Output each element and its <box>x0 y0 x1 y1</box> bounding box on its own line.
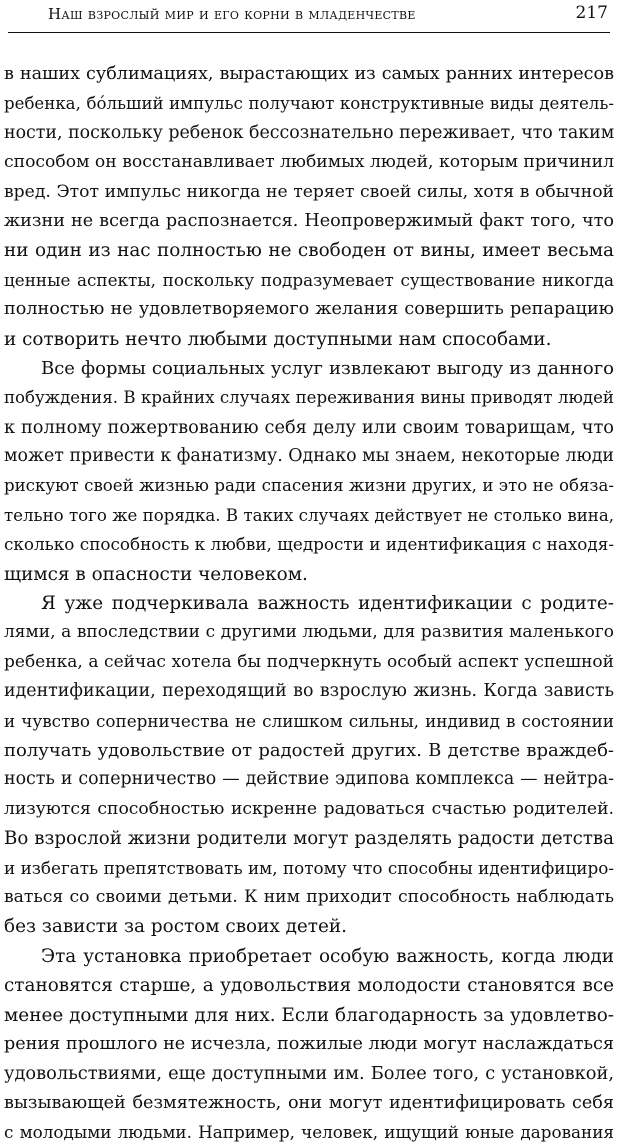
text-line: и чувство соперничества не слишком сильны, индивид в состоянии <box>4 710 614 731</box>
text-line: и сотворить нечто любыми доступными нам способами. <box>4 328 552 350</box>
text-line: без зависти за ростом своих детей. <box>4 916 347 938</box>
running-header <box>8 0 610 33</box>
text-line: в наших сублимациях, вырастающих из самых ранних интересов <box>4 64 614 84</box>
text-line: рискуют своей жизнью ради спасения жизни других, и это не обяза- <box>4 476 614 496</box>
text-line: вызывающей безмятежность, они могут идентифицировать себя <box>4 1092 614 1113</box>
text-line: к полному пожертвованию себя делу или своим товарищам, что <box>4 416 614 438</box>
text-line: ценные аспекты, поскольку подразумевает существование никогда <box>4 269 614 290</box>
text-line: ваться со своими детьми. К ним приходит способность наблюдать <box>4 886 614 907</box>
paragraph-1 <box>4 60 614 354</box>
paragraph-4 <box>4 942 614 1147</box>
text-line: Эта установка приобретает особую важность, когда люди <box>41 945 614 967</box>
text-line: полностью не удовлетворяемого желания совершить репарацию <box>4 299 614 320</box>
page-number: 217 <box>575 3 608 23</box>
text-line: ность и соперничество — действие эдипова комплекса — нейтра- <box>4 769 614 790</box>
text-line: побуждения. В крайних случаях переживания вины приводят людей <box>4 388 614 408</box>
text-line: Все формы социальных услуг извлекают выгоду из данного <box>41 357 614 379</box>
text-line: вред. Этот импульс никогда не теряет своей силы, хотя в обычной <box>4 181 614 202</box>
body-text <box>4 60 614 1147</box>
text-line: щимся в опасности человеком. <box>4 563 308 585</box>
text-line: ности, поскольку ребенок бессознательно переживает, что таким <box>4 122 615 143</box>
text-line: идентификации, переходящий во взрослую жизнь. Когда зависть <box>4 681 614 702</box>
text-line: получать удовольствие от радостей других. В детстве враждеб- <box>4 739 614 761</box>
paragraph-2 <box>4 354 614 589</box>
text-line: лями, а впоследствии с другими людьми, для развития маленького <box>4 622 614 643</box>
text-line: тельно того же порядка. В таких случаях действует не столько вина, <box>4 505 614 525</box>
header-title: Наш взрослый мир и его корни в младенчестве <box>48 5 416 23</box>
text-line: менее доступными для них. Если благодарность за удовлетво- <box>4 1004 614 1026</box>
text-line: становятся старше, а удовольствия молодости становятся все <box>4 975 614 997</box>
text-line: ребенка, а сейчас хотела бы подчеркнуть особый аспект успешной <box>4 651 614 672</box>
text-line: ребенка, бóльший импульс получают конструктивные виды деятель- <box>4 94 614 114</box>
text-line: может привести к фанатизму. Однако мы знаем, некоторые люди <box>4 446 614 467</box>
text-line: удовольствиями, еще доступными им. Более того, с установкой, <box>4 1063 614 1085</box>
text-line: лизуются способностью искренне радоваться счастью родителей. <box>4 798 614 819</box>
text-line: и избегать препятствовать им, потому что способны идентифициро- <box>4 857 614 878</box>
text-line: с молодыми людьми. Например, человек, ищущий юные дарования <box>4 1122 614 1143</box>
text-line: сколько способность к любви, щедрости и идентификация с находя- <box>4 534 614 555</box>
text-line: жизни не всегда распознается. Неопровержимый факт того, что <box>4 210 614 231</box>
text-line: способом он восстанавливает любимых людей, которым причинил <box>4 152 614 173</box>
text-line: Я уже подчеркивала важность идентификации с родите- <box>41 593 614 615</box>
paragraph-3 <box>4 589 614 942</box>
text-line: ни один из нас полностью не свободен от вины, имеет весьма <box>4 240 614 262</box>
text-line: рения прошлого не исчезла, пожилые люди могут наслаждаться <box>4 1033 614 1054</box>
text-line: Во взрослой жизни родители могут разделять радости детства <box>4 828 614 850</box>
